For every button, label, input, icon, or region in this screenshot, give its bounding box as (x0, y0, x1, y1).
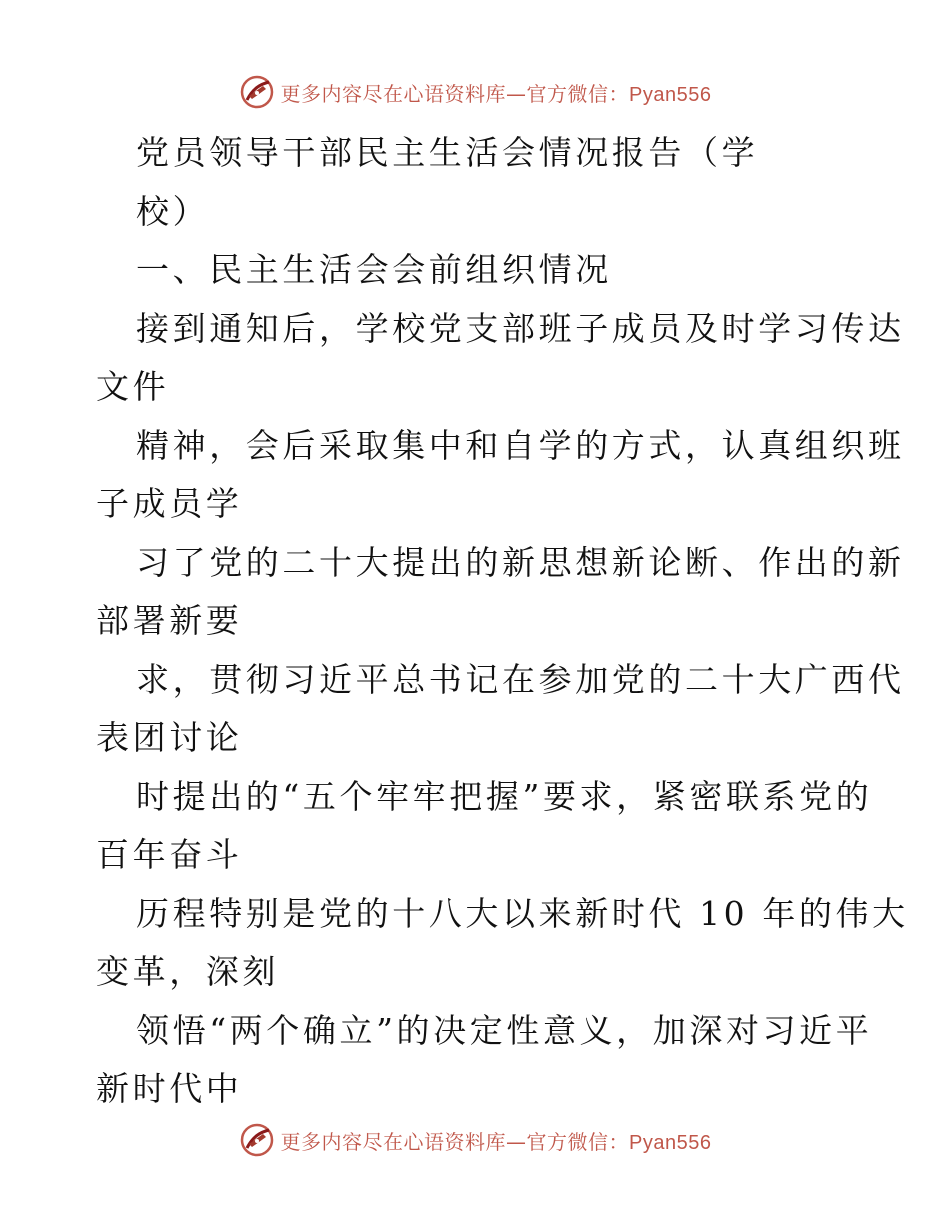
section-heading: 一、民主生活会会前组织情况 (136, 250, 612, 289)
paragraph-line: 接到通知后，学校党支部班子成员及时学习传达 (136, 308, 905, 348)
paragraph-line: 部署新要 (96, 601, 243, 640)
paragraph-line: 表团讨论 (96, 718, 243, 757)
paragraph-line: 新时代中 (96, 1069, 243, 1108)
paragraph-line: 求，贯彻习近平总书记在参加党的二十大广西代 (136, 659, 905, 699)
paragraph-line: 子成员学 (96, 484, 243, 523)
footer-banner-text: 更多内容尽在心语资料库—官方微信：Pyan556 (280, 1129, 712, 1154)
paragraph-line: 领悟“两个确立”的决定性意义，加深对习近平 (136, 1010, 873, 1050)
paragraph-line: 变革，深刻 (96, 952, 279, 991)
footer-watermark-banner (0, 1120, 950, 1160)
header-watermark-banner (0, 72, 950, 112)
document-title-line-2: 校） (136, 191, 210, 231)
paragraph-line: 精神，会后采取集中和自学的方式，认真组织班 (136, 425, 905, 465)
document-body (96, 124, 909, 1119)
document-title-line-1: 党员领导干部民主生活会情况报告（学 (136, 133, 759, 172)
paragraph-line: 时提出的“五个牢牢把握”要求，紧密联系党的 (136, 776, 873, 816)
pen-logo-icon (239, 1122, 275, 1158)
header-banner-text: 更多内容尽在心语资料库—官方微信：Pyan556 (280, 81, 712, 106)
paragraph-line: 历程特别是党的十八大以来新时代 10 年的伟大 (136, 893, 909, 933)
paragraph-line: 百年奋斗 (96, 835, 243, 874)
paragraph-line: 文件 (96, 367, 170, 406)
pen-logo-icon (239, 74, 275, 110)
paragraph-line: 习了党的二十大提出的新思想新论断、作出的新 (136, 542, 905, 582)
